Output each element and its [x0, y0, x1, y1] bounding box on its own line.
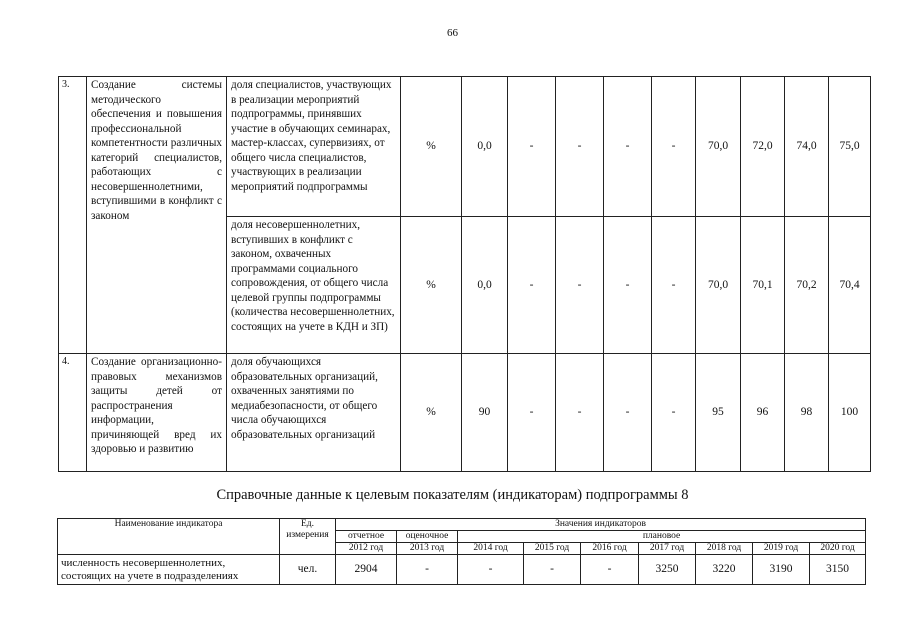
value-cell: 98: [785, 354, 829, 472]
value-cell: -: [556, 77, 604, 217]
row-number: 4.: [59, 354, 87, 472]
table-row: [59, 354, 871, 472]
value-cell: 3220: [696, 555, 753, 585]
value-cell: -: [397, 555, 458, 585]
value-cell: 70,2: [785, 217, 829, 354]
year-header: 2017 год: [639, 543, 696, 555]
task-cell: Создание системы методического обеспечения и повышения профессиональной компетентности различных категорий специалистов, работающих с несовершеннолетними, вступившими в конфликт с законом: [87, 77, 227, 354]
unit-cell: %: [401, 77, 462, 217]
year-header: 2012 год: [336, 543, 397, 555]
value-cell: -: [604, 217, 652, 354]
value-cell: 0,0: [462, 217, 508, 354]
indicators-table: [58, 76, 871, 472]
indicator-cell: доля обучающихся образовательных организаций, охваченных занятиями по медиабезопасности, от общего числа обучающихся образовательных организаций: [227, 354, 401, 472]
value-cell: 0,0: [462, 77, 508, 217]
year-header: 2013 год: [397, 543, 458, 555]
value-cell: 70,0: [696, 77, 741, 217]
table-row: [59, 77, 871, 217]
value-cell: 96: [741, 354, 785, 472]
indicator-cell: доля специалистов, участвующих в реализации мероприятий подпрограммы, принявших участие в обучающих семинарах, мастер-классах, супервизиях, от общего числа специалистов, участвующих в реализации мероприятий подпрограммы: [227, 77, 401, 217]
value-cell: 3250: [639, 555, 696, 585]
value-cell: 100: [829, 354, 871, 472]
value-cell: 90: [462, 354, 508, 472]
value-cell: 72,0: [741, 77, 785, 217]
value-cell: 70,4: [829, 217, 871, 354]
year-header: 2014 год: [458, 543, 524, 555]
value-cell: 95: [696, 354, 741, 472]
value-cell: -: [652, 77, 696, 217]
value-cell: 75,0: [829, 77, 871, 217]
value-cell: -: [581, 555, 639, 585]
section-caption: Справочные данные к целевым показателям (индикаторам) подпрограммы 8: [216, 487, 689, 503]
row-number: 3.: [59, 77, 87, 354]
value-cell: 2904: [336, 555, 397, 585]
header-reported: отчетное: [336, 531, 397, 543]
value-cell: -: [652, 354, 696, 472]
value-cell: 74,0: [785, 77, 829, 217]
table-row: [58, 555, 866, 585]
year-header: 2015 год: [524, 543, 581, 555]
value-cell: -: [556, 354, 604, 472]
reference-data-table: [57, 518, 866, 585]
value-cell: -: [508, 217, 556, 354]
header-estimated: оценочное: [397, 531, 458, 543]
value-cell: -: [508, 354, 556, 472]
year-header: 2016 год: [581, 543, 639, 555]
header-values: Значения индикаторов: [336, 519, 866, 531]
unit-cell: %: [401, 217, 462, 354]
value-cell: 3190: [753, 555, 810, 585]
value-cell: -: [604, 77, 652, 217]
value-cell: -: [524, 555, 581, 585]
value-cell: -: [458, 555, 524, 585]
task-cell: Создание организационно-правовых механизмов защиты детей от распространения информации, причиняющей вред их здоровью и развитию: [87, 354, 227, 472]
value-cell: 70,1: [741, 217, 785, 354]
value-cell: 70,0: [696, 217, 741, 354]
indicator-name-cell: численность несовершеннолетних, состоящих на учете в подразделениях: [58, 555, 280, 585]
year-header: 2020 год: [810, 543, 866, 555]
value-cell: -: [556, 217, 604, 354]
value-cell: -: [604, 354, 652, 472]
value-cell: -: [508, 77, 556, 217]
unit-cell: чел.: [280, 555, 336, 585]
value-cell: -: [652, 217, 696, 354]
value-cell: 3150: [810, 555, 866, 585]
year-header: 2019 год: [753, 543, 810, 555]
indicator-cell: доля несовершеннолетних, вступивших в конфликт с законом, охваченных программами социального сопровождения, от общего числа целевой группы подпрограммы (количества несовершеннолетних, состоящих на учете в КДН и ЗП): [227, 217, 401, 354]
header-row: [58, 519, 866, 531]
page-number: 66: [447, 27, 458, 39]
year-header: 2018 год: [696, 543, 753, 555]
header-unit: Ед. измерения: [280, 519, 336, 555]
header-indicator-name: Наименование индикатора: [58, 519, 280, 555]
unit-cell: %: [401, 354, 462, 472]
header-planned: плановое: [458, 531, 866, 543]
